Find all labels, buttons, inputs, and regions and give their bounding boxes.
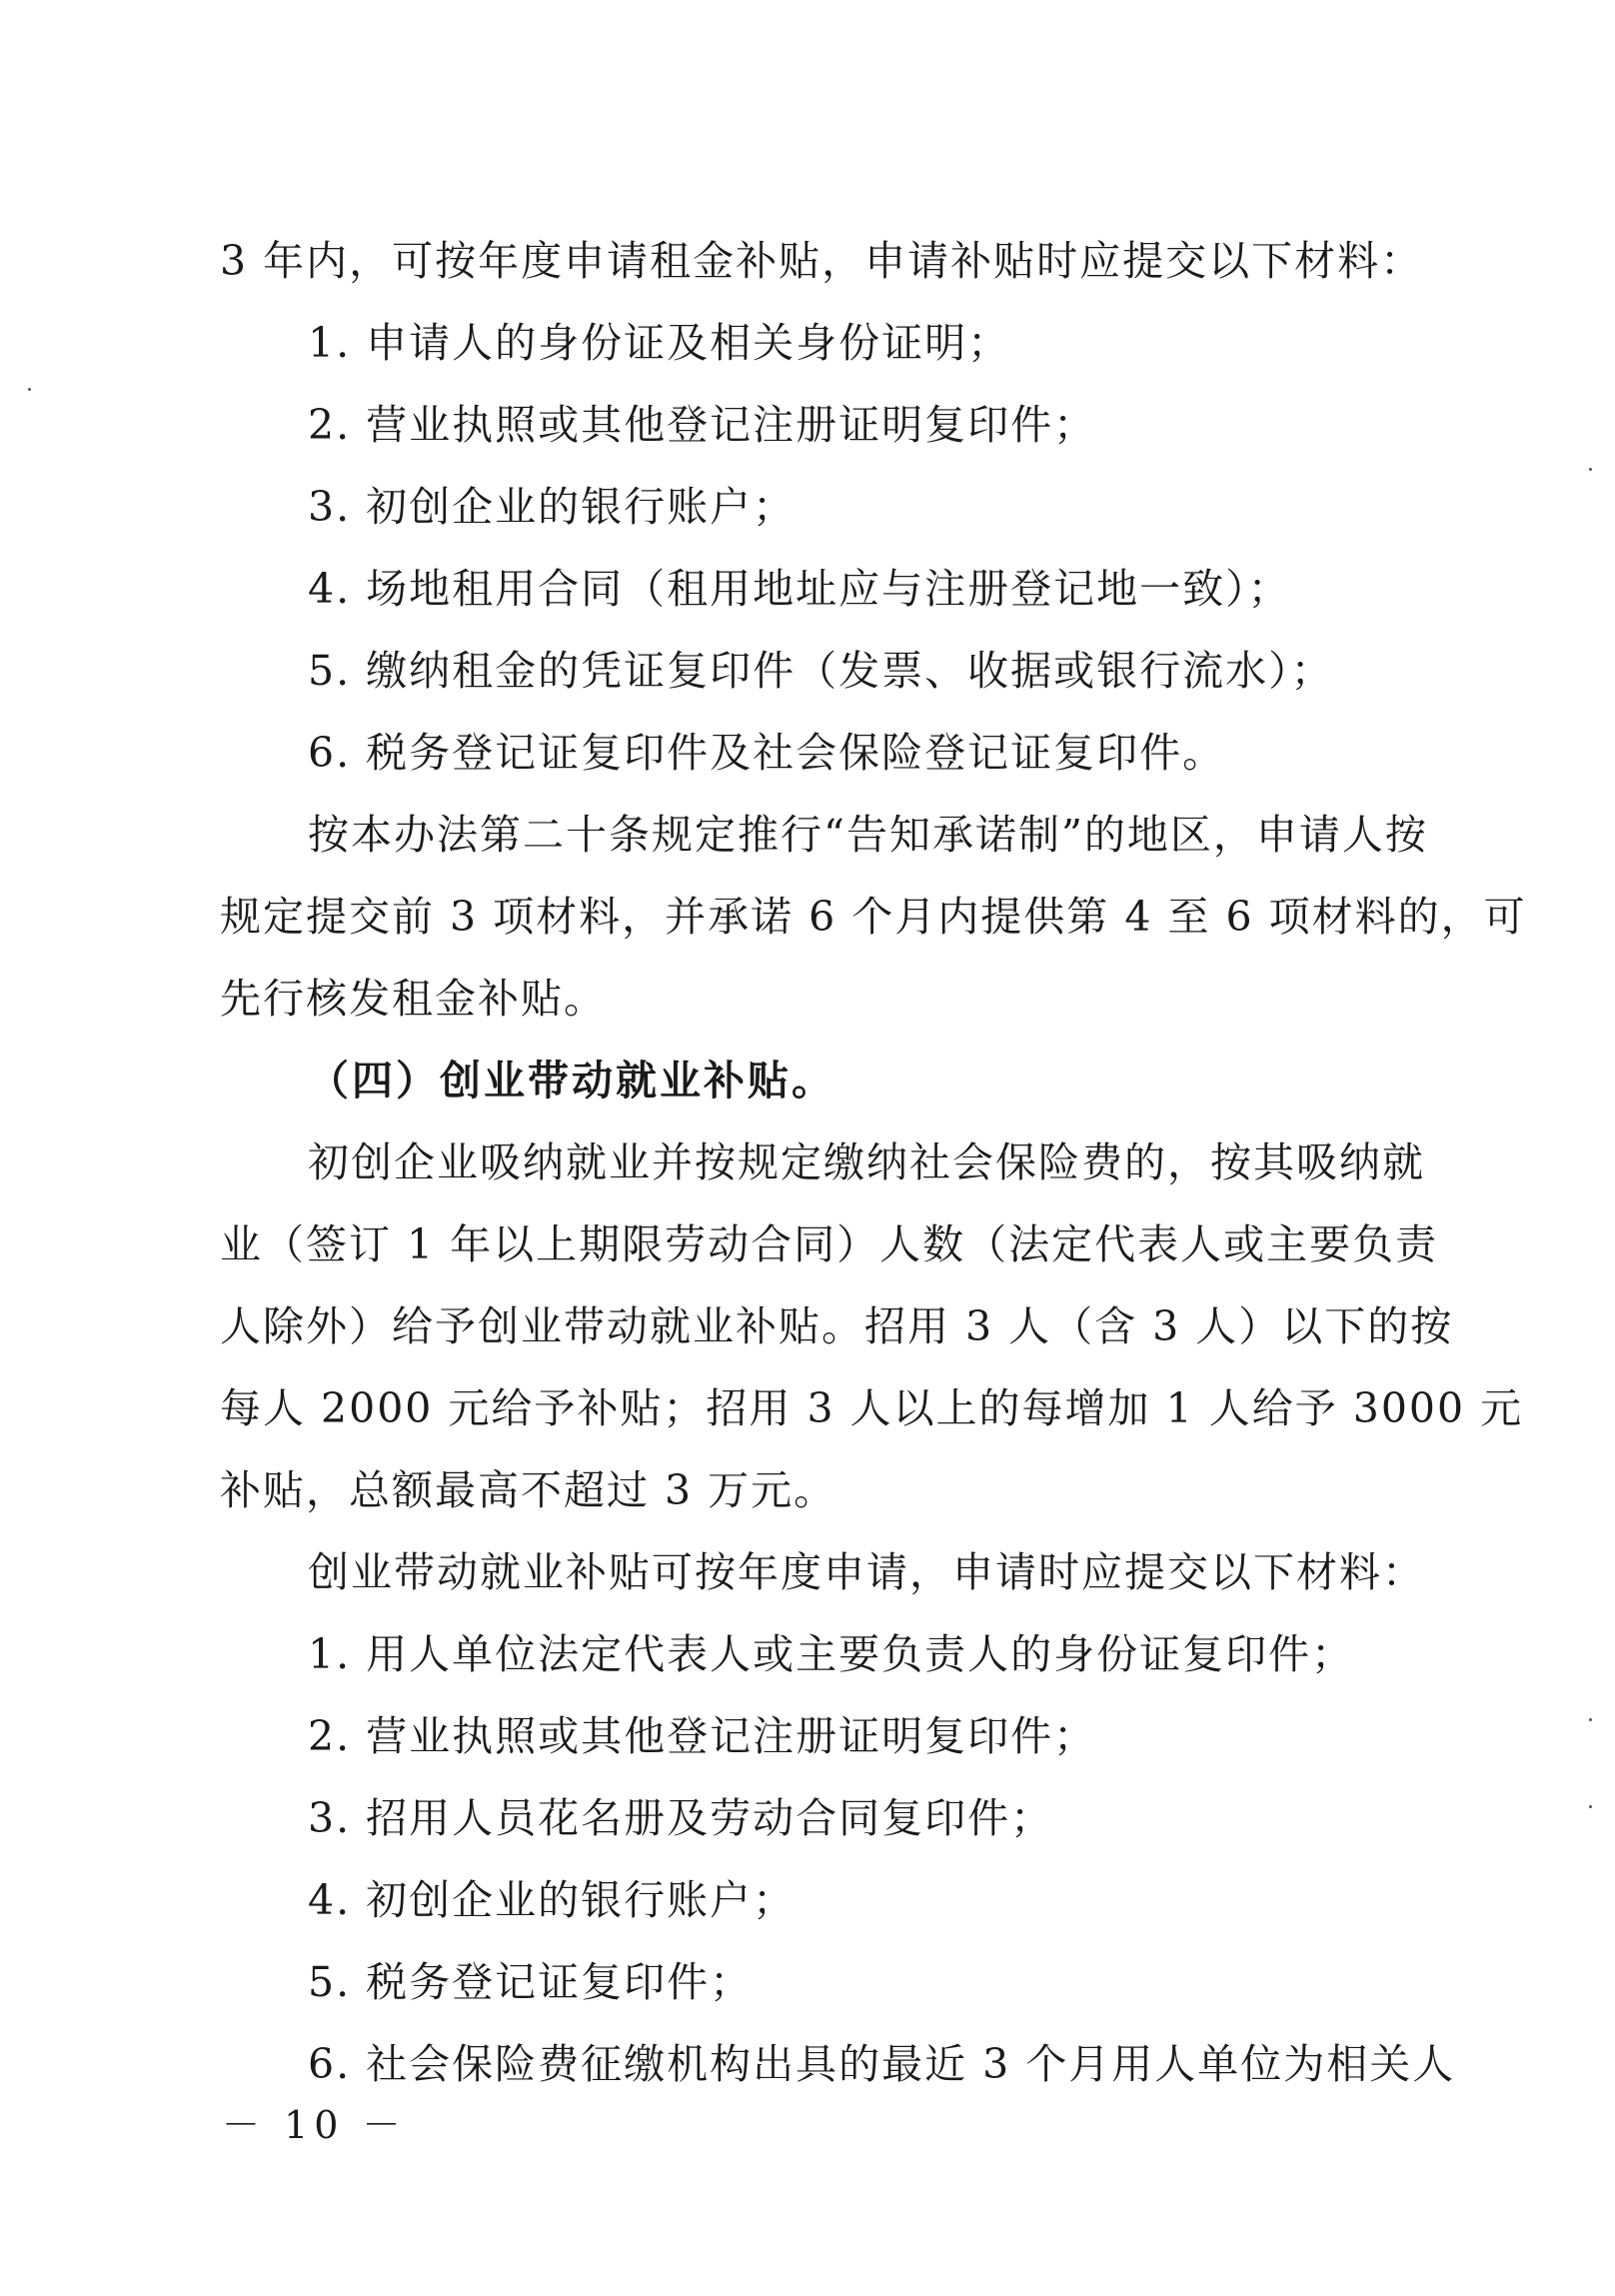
paragraph-line: 补贴，总额最高不超过 3 万元。 <box>220 1466 837 1514</box>
paragraph-line: 3 年内，可按年度申请租金补贴，申请补贴时应提交以下材料： <box>220 237 1424 285</box>
scan-speck <box>1589 1805 1592 1808</box>
list-item: 4. 初创企业的银行账户； <box>308 1876 797 1924</box>
list-item: 4. 场地租用合同（租用地址应与注册登记地一致）； <box>308 565 1291 613</box>
list-item: 1. 申请人的身份证及相关身份证明； <box>308 319 1011 367</box>
list-item: 2. 营业执照或其他登记注册证明复印件； <box>308 401 1097 449</box>
page-number: － 10 － <box>222 2103 407 2147</box>
list-item: 1. 用人单位法定代表人或主要负责人的身份证复印件； <box>308 1630 1355 1678</box>
paragraph-line: 规定提交前 3 项材料，并承诺 6 个月内提供第 4 至 6 项材料的，可 <box>220 893 1527 941</box>
scan-speck <box>1589 468 1592 471</box>
list-item: 2. 营业执照或其他登记注册证明复印件； <box>308 1712 1097 1760</box>
list-item: 5. 税务登记证复印件； <box>308 1958 754 2006</box>
document-body <box>220 220 1527 2105</box>
section-heading: （四）创业带动就业补贴。 <box>308 1057 835 1105</box>
paragraph-line: 每人 2000 元给予补贴；招用 3 人以上的每增加 1 人给予 3000 元 <box>220 1384 1524 1432</box>
paragraph-line: 初创企业吸纳就业并按规定缴纳社会保险费的，按其吸纳就 <box>308 1139 1425 1186</box>
paragraph-line: 业（签订 1 年以上期限劳动合同）人数（法定代表人或主要负责 <box>220 1220 1439 1268</box>
scan-speck <box>28 388 31 391</box>
list-item: 6. 社会保险费征缴机构出具的最近 3 个月用人单位为相关人 <box>308 2040 1456 2088</box>
list-item: 3. 招用人员花名册及劳动合同复印件； <box>308 1794 1054 1842</box>
list-item: 3. 初创企业的银行账户； <box>308 483 797 531</box>
paragraph-line: 人除外）给予创业带动就业补贴。招用 3 人（含 3 人）以下的按 <box>220 1302 1454 1350</box>
list-item: 5. 缴纳租金的凭证复印件（发票、收据或银行流水）； <box>308 647 1334 695</box>
list-item: 6. 税务登记证复印件及社会保险登记证复印件。 <box>308 729 1226 777</box>
paragraph-line: 按本办法第二十条规定推行“告知承诺制”的地区，申请人按 <box>308 811 1428 859</box>
paragraph-line: 先行核发租金补贴。 <box>220 975 607 1023</box>
scan-speck <box>1589 1718 1592 1721</box>
paragraph-line: 创业带动就业补贴可按年度申请，申请时应提交以下材料： <box>308 1548 1425 1596</box>
